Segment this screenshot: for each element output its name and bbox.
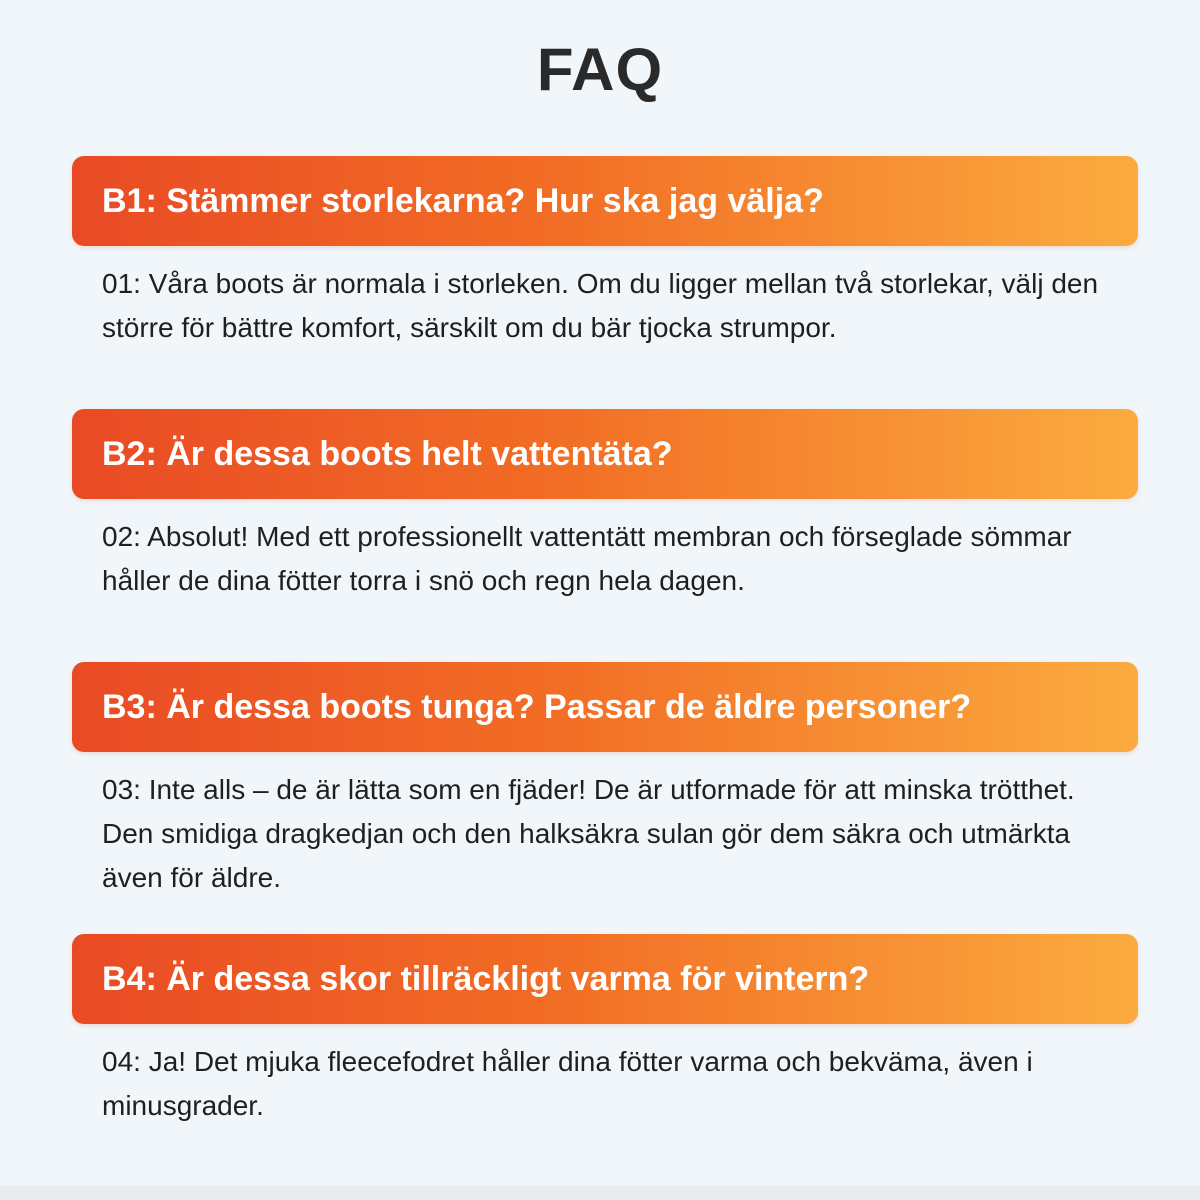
- faq-question-banner: B2: Är dessa boots helt vattentäta?: [72, 409, 1138, 499]
- faq-list: [72, 156, 1138, 1154]
- faq-question-banner: B1: Stämmer storlekarna? Hur ska jag välja?: [72, 156, 1138, 246]
- bottom-divider-strip: [0, 1186, 1200, 1200]
- faq-item: [72, 662, 1138, 934]
- faq-question-banner: B4: Är dessa skor tillräckligt varma för vintern?: [72, 934, 1138, 1024]
- faq-answer: 04: Ja! Det mjuka fleecefodret håller dina fötter varma och bekväma, även i minusgrader.: [102, 1046, 1033, 1121]
- faq-item: [72, 934, 1138, 1154]
- faq-answer: 01: Våra boots är normala i storleken. Om du ligger mellan två storlekar, välj den större för bättre komfort, särskilt om du bär tjocka strumpor.: [102, 268, 1099, 343]
- faq-question-banner: B3: Är dessa boots tunga? Passar de äldre personer?: [72, 662, 1138, 752]
- faq-item: [72, 409, 1138, 662]
- page-title: FAQ: [536, 36, 664, 103]
- faq-answer: 02: Absolut! Med ett professionellt vattentätt membran och förseglade sömmar håller de dina fötter torra i snö och regn hela dagen.: [102, 521, 1072, 596]
- faq-answer: 03: Inte alls – de är lätta som en fjäder! De är utformade för att minska trötthet. Den smidiga dragkedjan och den halksäkra sulan gör dem säkra och utmärkta även för äldre.: [102, 774, 1075, 893]
- faq-item: [72, 156, 1138, 409]
